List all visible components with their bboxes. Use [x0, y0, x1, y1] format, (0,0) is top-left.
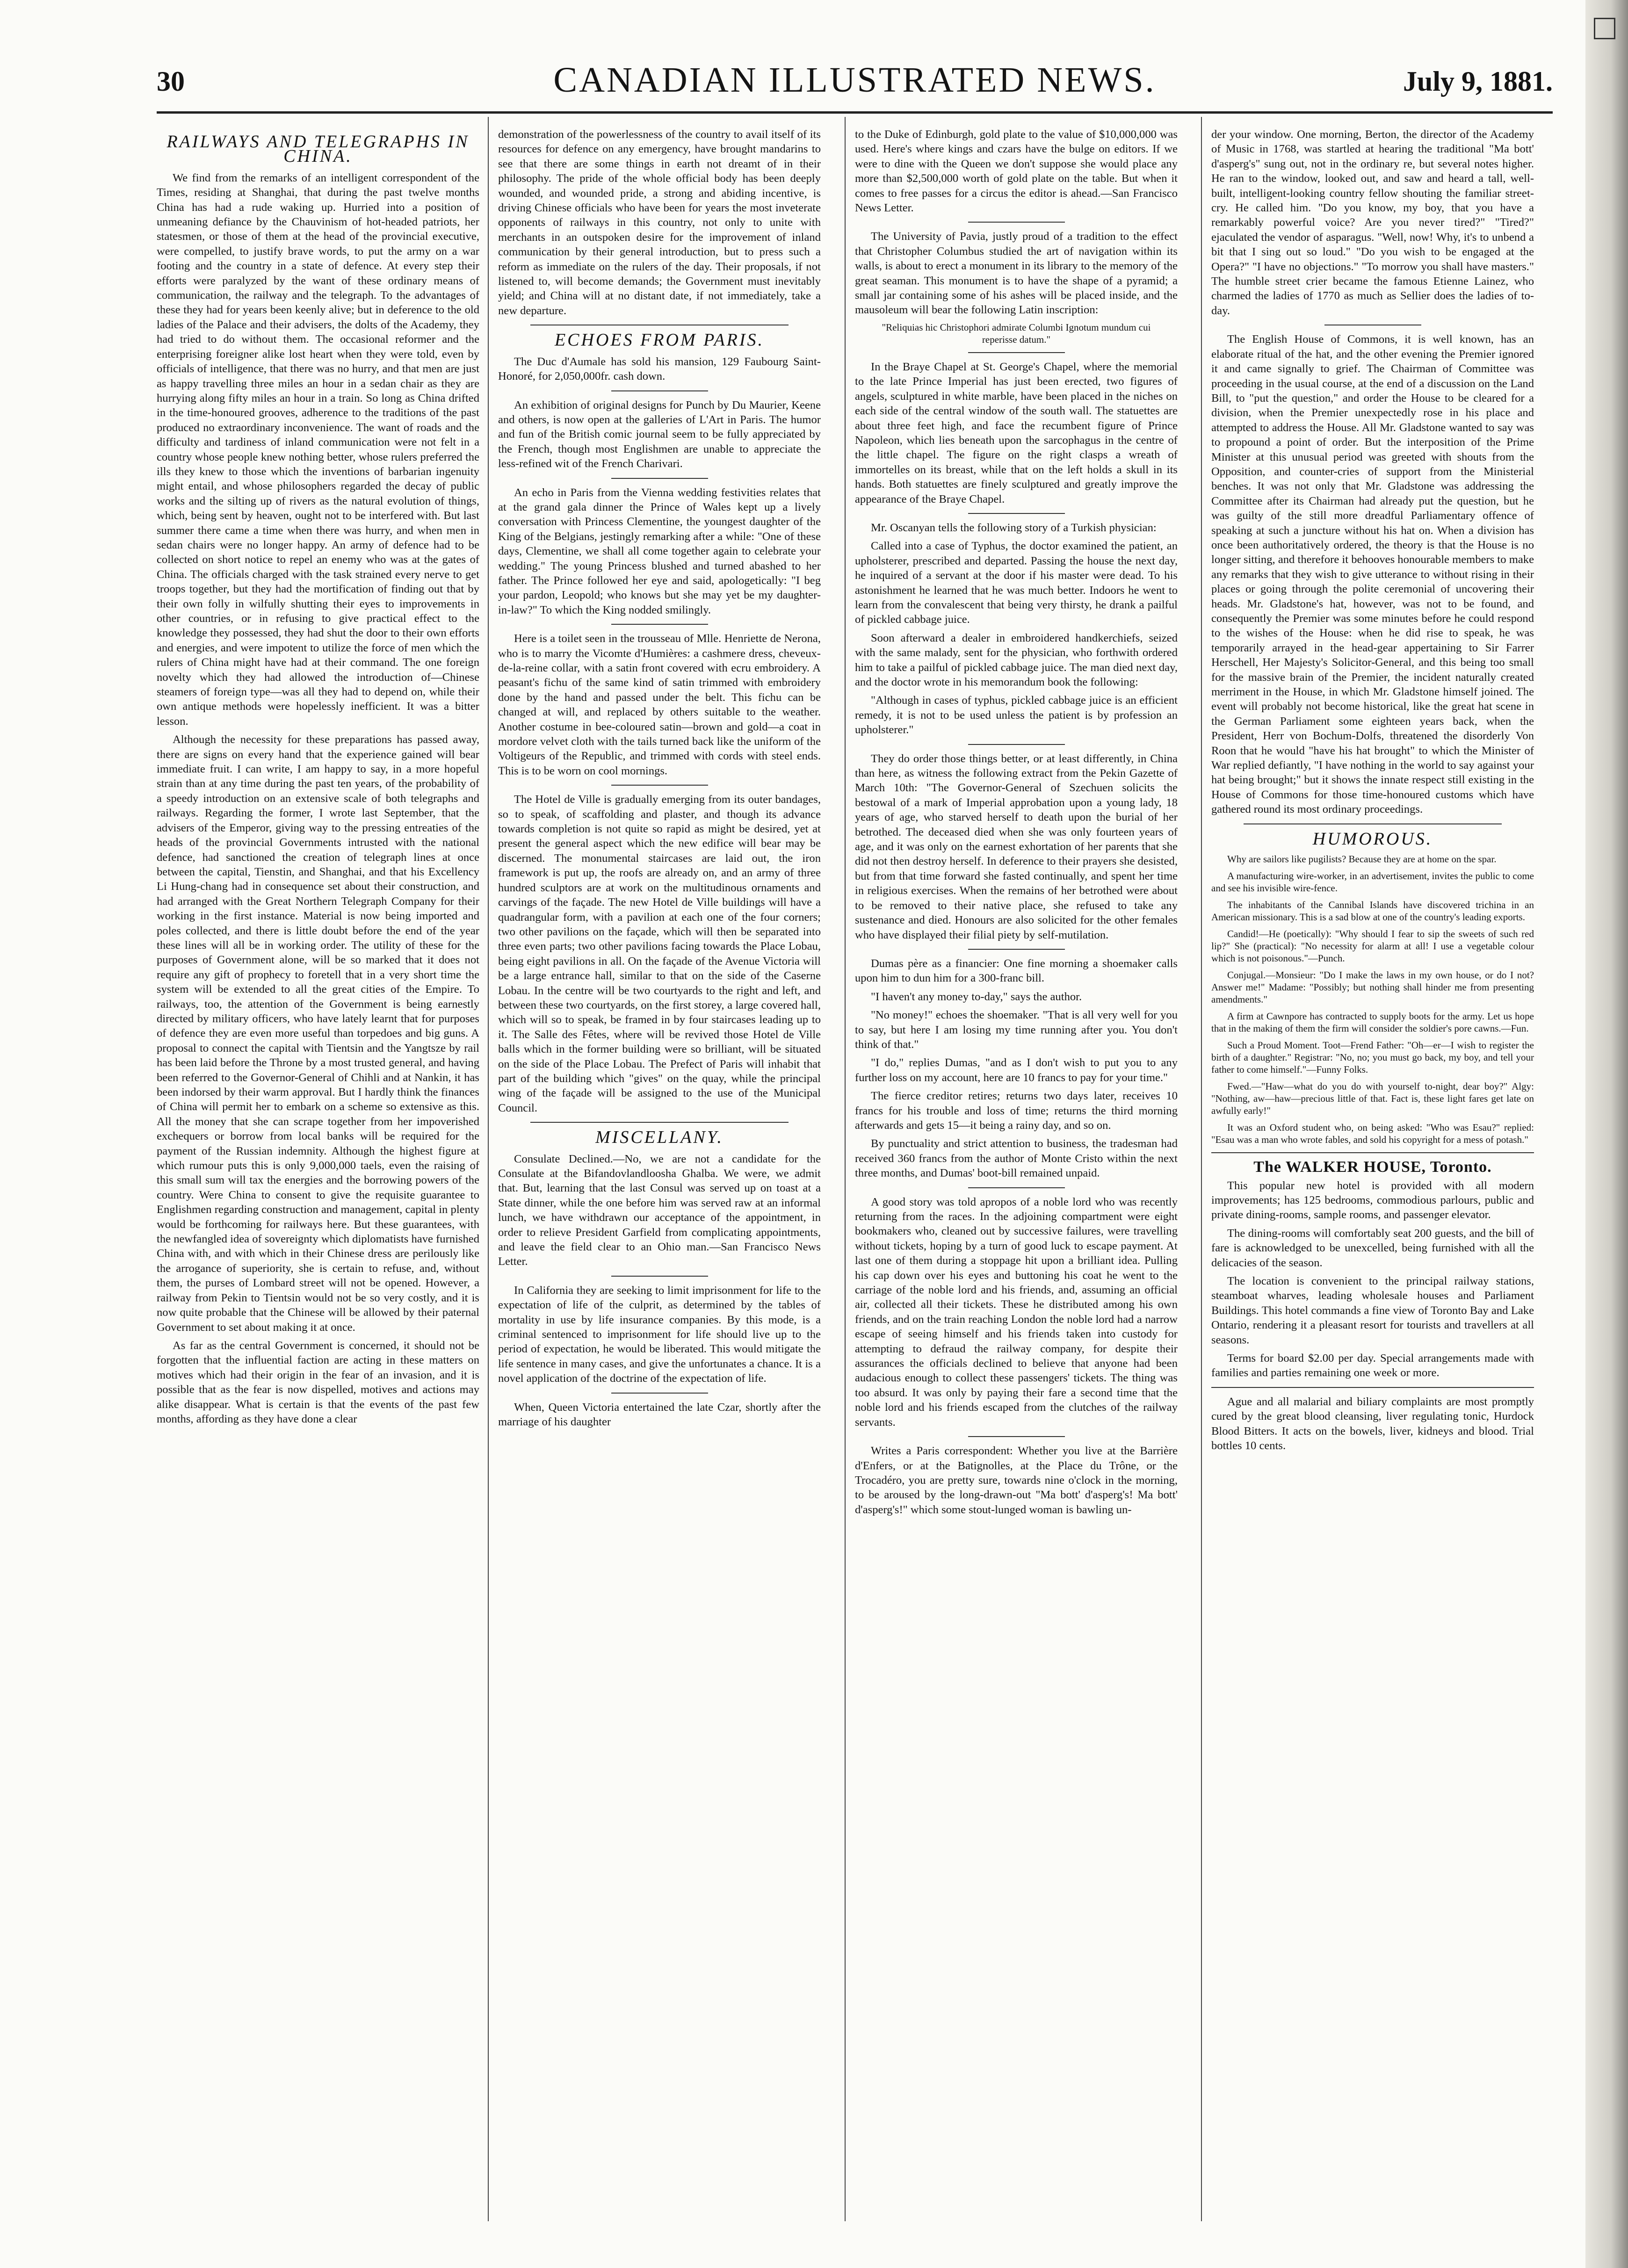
paragraph: Here is a toilet seen in the trousseau of Mlle. Henriette de Nerona, who is to marry the Vicomte d'Humières: a cashmere dress, cheveux-de-la-reine collar, with a satin front covered with ecru embroidery. A peasant's fichu of the same kind of satin trimmed with embroidery done by the hand and passed under the belt. This fichu can be changed at will, and replaced by others suitable to the weather. Another costume in bee-coloured satin—brown and gold—a coat in mordore velvet cloth with the tails turned back like the uniform of the Voltigeurs of the Republic, and trimmed with cords with steel ends. This is to be worn on cool mornings. [498, 632, 821, 777]
section-title: MISCELLANY. [595, 1127, 724, 1148]
item-rule [611, 390, 708, 391]
column-2 [498, 127, 821, 2222]
paragraph: The English House of Commons, it is well known, has an elaborate ritual of the hat, and the other evening the Premier ignored it and came signally to grief. The Chairman of Committee was proceeding in the usual course, at the end of a discussion on the Land Bill, to "put the question," and order the House to be cleared for a division, when the Premier unexpectedly rose in his place and attempted to address the House. All Mr. Gladstone wanted to say was to propound a point of order. But the interposition of the Prime Minister at this unusual period was greeted with shouts from the Opposition, and counter-cries of support from the Ministerial benches. It was not only that Mr. Gladstone was addressing the Committee after its Chairman had already put the question, but he was guilty of the still more dreadful Parliamentary offence of speaking at such a juncture without his hat on. When a division has once been authoritatively ordered, the theory is that the House is no longer sitting, and therefore it behooves honourable members to make any remarks that they wish to give utterance to without rising in their places or going through the polite ceremonial of uncovering their heads. Mr. Gladstone's hat, however, was not to be found, and consequently the Premier was some minutes before he could respond to the wishes of the House: when he did rise to speak, he was temporarily arrayed in the head-gear appertaining to Sir Farrer Herschell, Her Majesty's Solicitor-General, and this being too small for the massive brain of the Premier, the incident naturally created merriment in the House, in which Mr. Gladstone himself joined. The event will probably not become historical, like the great hat scene in the German Parliament some eighteen years back, when the President, Herr von Bochum-Dolfs, threatened the disorderly Von Roon that he would "have his hat brought" to which the Minister of War replied defiantly, "I have nothing in the world to say against your hat being brought;" but it shows the innate respect still existing in the House of Commons for those time-honoured customs which have gathered round its most ordinary proceedings. [1211, 333, 1534, 816]
header-rule [157, 111, 1553, 114]
paragraph: Mr. Oscanyan tells the following story of a Turkish physician: [871, 521, 1157, 534]
humor-item: A firm at Cawnpore has contracted to supply boots for the army. Let us hope that in the making of them the firm will consider the soldier's pore cawns.—Fun. [1211, 1011, 1534, 1034]
humor-item: Such a Proud Moment. Toot—Frend Father: "Oh—er—I wish to register the birth of a daughter." Registrar: "No, no; you must go back, my boy, and tell your father to come himself."—Funny Folks. [1211, 1040, 1534, 1076]
column-divider [845, 117, 846, 2221]
paragraph: An exhibition of original designs for Punch by Du Maurier, Keene and others, is now open at the galleries of L'Art in Paris. The humor and fun of the British comic journal seem to be fully appreciated by the French, though most Englishmen are unable to appreciate the less-refined wit of the French Charivari. [498, 398, 821, 470]
paragraph: Consulate Declined.—No, we are not a candidate for the Consulate at the Bifandovlandloosha Ghalba. We were, we admit that. But, learning that the last Consul was served up on toast at a State dinner, while the one before him was served raw at an informal lunch, we have withdrawn our acceptance of the appointment, in order to relieve President Garfield from complicating appointments, and leave the field clear to an Ohio man.—San Francisco News Letter. [498, 1152, 821, 1268]
humorous-list [1211, 853, 1534, 1146]
paragraph: der your window. One morning, Berton, the director of the Academy of Music in 1768, was startled at hearing the traditional "Ma bott' d'asperg's" sung out, not in the ordinary re, but several notes higher. He ran to the window, looked out, and saw and heard a tall, well-built, intelligent-looking country fellow shouting the familiar street-cry. He called him. "Do you know, my boy, that you have a remarkably powerful voice? Are you never tired?" "Tired?" ejaculated the vendor of asparagus. "Well, now! Why, it's to unbend a bit that I sing out so loud." "Do you wish to be engaged at the Opera?" "I have no objections." "To morrow you shall have masters." The humble street crier became the famous Etienne Lainez, who charmed the ladies of 1770 as much as Sellier does the ladies of to-day. [1211, 128, 1534, 317]
paragraph: As far as the central Government is concerned, it should not be forgotten that the influential faction are acting in these matters on motives which had their origin in the fear of an invasion, and it is possible that as the fear is now dispelled, motives and actions may alike disappear. What is certain is that the events of the past few months, affording as they have done a clear [157, 1339, 479, 1425]
paragraph: "I haven't any money to-day," says the author. [871, 990, 1082, 1003]
paragraph: The Hotel de Ville is gradually emerging from its outer bandages, so to speak, of scaffolding and plaster, and though its advance towards completion is not quite so rapid as might be desired, yet at present the general aspect which the new edifice will bear may be discerned. The monumental staircases are laid out, the iron framework is put up, the roofs are already on, and an army of three hundred sculptors are at work on the multitudinous ornaments and carvings of the façade. The new Hotel de Ville buildings will have a quadrangular form, with a pavilion at each one of the four corners; two other pavilions on the façade, which will then be separated into three even parts; two other pavilions facing towards the Place Lobau, being eight pavilions in all. On the façade of the Avenue Victoria will be a large entrance hall, similar to that on the side of the Caserne Lobau. In the centre will be two courtyards to the right and left, and between these two courtyards, on the first storey, a large covered hall, which will so to speak, be framed in by four staircases leading up to it. The Salle des Fêtes, where will be revived those Hotel de Ville balls which in the former building were so brilliant, will be situated on the side of the Place Lobau. The Prefect of Paris will inhabit that part of the building which "gives" on the quay, while the principal wing of the façade will be assigned to the use of the Municipal Council. [498, 793, 821, 1114]
page-number: 30 [157, 66, 185, 97]
humor-item: The inhabitants of the Cannibal Islands have discovered trichina in an American missionary. This is a sad blow at one of the country's leading exports. [1211, 899, 1534, 923]
section-rule [1211, 1387, 1534, 1388]
issue-date: July 9, 1881. [1403, 66, 1553, 97]
advertisement-text: The dining-rooms will comfortably seat 200 guests, and the bill of fare is acknowledged to be unexcelled, being furnished with all the delicacies of the season. [1211, 1227, 1534, 1269]
paragraph: A good story was told apropos of a noble lord who was recently returning from the races. In the adjoining compartment were eight bookmakers who, cleaned out by successive failures, were travelling without tickets, hoping by a turn of good luck to escape payment. At last one of them during a stoppage hit upon a brilliant idea. Pulling his cap down over his eyes and buttoning his coat he went to the carriage of the noble lord and his friends, and, assuming an official air, collected all their tickets. These he distributed among his own friends, and on the train reaching London the noble lord had a narrow escape of seeing himself and his friends taken into custody for attempting to defraud the railway company, for despite their assurances the officials declined to believe that anyone had been audacious enough to collect these passengers' tickets. The thing was too absurd. It was only by paying their fare a second time that the noble lord and his friends escaped from the clutches of the railway servants. [855, 1195, 1178, 1429]
paragraph: "I do," replies Dumas, "and as I don't wish to put you to any further loss on my account, here are 10 francs to pay for your time." [855, 1056, 1178, 1084]
paragraph: Although the necessity for these preparations has passed away, there are signs on every hand that the experience gained will bear immediate fruit. I can write, I am happy to say, in a more hopeful strain than at any time during the past ten years, of the probability of a speedy introduction on an extensive scale of both telegraphs and railways. Regarding the former, I wrote last September, that the advisers of the Emperor, giving way to the pressing entreaties of the heads of the provincial Governments intrusted with the national defence, had sanctioned the creation of telegraph lines at once between the capital, Tienstin, and Shanghai, and that his Excellency Li Hung-chang had in consequence set about their construction, and had arranged with the Great Northern Telegraph Company for their working in the first instance. Material is now being imported and poles collected, and there is little doubt before the end of the year these lines will all be in working order. The utility of these for the purposes of Government alone, will be so marked that it does not require any gift of prophecy to foretell that in a very short time the system will be extended to all the great cities of the Empire. To railways, too, the attention of the Government is being earnestly directed by military officers, who have lately learnt that for purposes of defence they are even more useful than torpedoes and big guns. A proposal to connect the capital with Tientsin and the Yangtsze by rail has been laid before the Throne by a most trusted general, and having been referred to the Governor-General of Chihli and at Nankin, it has been indorsed by their warm approval. But I hardly think the finances of China will permit her to embark on a scheme so extensive as this. All the money that she can scrape together from her impoverished exchequers or borrow from local banks will be required for the payment of the Russian indemnity. Although the highest figure at which rumour puts this is only 9,000,000 taels, even the raising of this small sum will tax the energies and the borrowing powers of the country. Were China to consent to give the requisite guarantee to Englishmen regarding construction and management, capital in plenty would be forthcoming for railways here. But these guarantees, with the newfangled idea of sovereignty which diplomatists have furnished China with, and with which in their Chinese dress are perilously like the arrogance of superiority, she is certain to refuse, and, without them, the purses of Lombard street will not be opened. However, a railway from Pekin to Tientsin would not be so very costly, and it is now quite probable that the Chinese will be allowed by their paternal Government to set about making it at once. [157, 733, 479, 1334]
advertisement-text: The location is convenient to the principal railway stations, steamboat wharves, leading wholesale houses and Parliament Buildings. This hotel commands a fine view of Toronto Bay and Lake Ontario, rendering it a pleasant resort for tourists and travellers at all seasons. [1211, 1274, 1534, 1346]
paragraph: Writes a Paris correspondent: Whether you live at the Barrière d'Enfers, or at the Batignolles, at the Place du Trône, or the Trocadéro, you are pretty sure, towards nine o'clock in the morning, to be aroused by the long-drawn-out "Ma bott' d'asperg's! Ma bott' d'asperg's!" which some stout-lunged woman is bawling un- [855, 1445, 1178, 1516]
paragraph: When, Queen Victoria entertained the late Czar, shortly after the marriage of his daughter [498, 1401, 821, 1429]
item-rule [968, 222, 1065, 223]
humor-item: Candid!—He (poetically): "Why should I fear to sip the sweets of such red lip?" She (practical): "No necessity for alarm at all! I use a vegetable colour which is not poisonous."—Punch. [1211, 928, 1534, 964]
item-rule [968, 1187, 1065, 1188]
item-rule [611, 478, 708, 479]
item-rule [611, 624, 708, 625]
section-title: HUMOROUS. [1312, 829, 1433, 849]
paragraph: The fierce creditor retires; returns two days later, receives 10 francs for his trouble and loss of time; returns the third morning afterwards and gets 15—it being a rainy day, and so on. [855, 1090, 1178, 1132]
latin-inscription: "Reliquias hic Christophori admirate Columbi Ignotum mundum cui reperisse datum." [882, 321, 1151, 345]
advertisement-text: This popular new hotel is provided with all modern improvements; has 125 bedrooms, commodious parlours, public and private dining-rooms, sample rooms, and passenger elevator. [1211, 1179, 1534, 1221]
column-1 [157, 127, 479, 2222]
column-divider [488, 117, 489, 2221]
humor-item: A manufacturing wire-worker, in an advertisement, invites the public to come and see his invisible wire-fence. [1211, 870, 1534, 894]
humor-item: It was an Oxford student who, on being asked: "Who was Esau?" replied: "Esau was a man who wrote fables, and sold his copyright for a mess of potash." [1211, 1122, 1534, 1146]
humor-item: Conjugal.—Monsieur: "Do I make the laws in my own house, or do I not? Answer me!" Madame: "Possibly; but nothing shall hinder me from presenting amendments." [1211, 969, 1534, 1005]
advertisement-text: Ague and all malarial and biliary complaints are most promptly cured by the great blood cleansing, liver regulating tonic, Hurdock Blood Bitters. It acts on the bowels, liver, kidneys and blood. Trial bottles 10 cents. [1211, 1395, 1534, 1452]
masthead: CANADIAN ILLUSTRATED NEWS. [553, 60, 1156, 100]
paragraph: Soon afterward a dealer in embroidered handkerchiefs, seized with the same malady, sent for the physician, who forthwith ordered him to take a pailful of pickled cabbage juice. The man died next day, and the doctor wrote in his memorandum book the following: [855, 631, 1178, 688]
paragraph: Called into a case of Typhus, the doctor examined the patient, an upholsterer, prescribed and departed. Passing the house the next day, he inquired of a servant at the door if his master were dead. To his astonishment he learned that he was much better. Indoors he went to learn from the convalescent that being very thirsty, he drank a pailful of pickled cabbage juice. [855, 540, 1178, 626]
humor-item: Why are sailors like pugilists? Because they are at home on the spar. [1227, 853, 1497, 865]
article-title: RAILWAYS AND TELEGRAPHS IN CHINA. [166, 132, 470, 166]
paragraph: They do order those things better, or at least differently, in China than here, as witness the following extract from the Pekin Gazette of March 10th: "The Governor-General of Szechuen solicits the bestowal of a mark of Imperial approbation upon a young lady, 18 years of age, who starved herself to death upon the burial of her betrothed. The deceased died when she was only fourteen years of age, and it was only on the earnest exhortation of her parents that she did not then destroy herself. In deference to their prayers she desisted, but from that time forward she fasted continually, and spent her time in religious exercises. When the remains of her betrothed were about to be removed to their native place, she refused to take any sustenance and died. Honours are also solicited for the other females who have displayed their filial piety by self-mutilation. [855, 752, 1178, 941]
page-edge-shadow [1585, 0, 1628, 2268]
advertisement-title: The WALKER HOUSE, Toronto. [1253, 1158, 1492, 1176]
item-rule [968, 1436, 1065, 1437]
paragraph: demonstration of the powerlessness of the country to avail itself of its resources for defence on any emergency, have brought mandarins to see that there are some things in earth not dreamt of in their philosophy. The pride of the whole official body has been deeply wounded, and wounded pride, a strong and abiding incentive, is driving Chinese officials who have been for years the most inveterate opponents of railways in this country, not only to unite with merchants in an outspoken desire for the improvement of inland communication by their general introduction, but to press such a reform as immediate on the rulers of the day. Their proposals, if not listened to, will become demands; the Government must inevitably yield; and China will at no distant date, if not immediately, take a new departure. [498, 128, 821, 317]
paragraph: We find from the remarks of an intelligent correspondent of the Times, residing at Shanghai, that during the past twelve months China has had a rude waking up. Hurried into a position of unmeaning defiance by the Chauvinism of hot-headed patriots, her statesmen, or those of them at the head of the provincial executive, were compelled, to justify brave words, to put the army on a war footing and the country in a state of defence. At every step their efforts were paralyzed by the want of these ordinary means of communication, the railway and the telegraph. To the advantages of these they had for years been keenly alive; but in deference to the old ladies of the Palace and their advisers, the dolts of the Academy, they had tried to do without them. The occasional reformer and the enterprising foreigner alike lost heart when they were told, even by officials of intelligence, that there was no hurry, and that men are just as happy travelling three miles an hour in a sedan chair as they are hurrying along fifty miles an hour in a train. So long as China drifted in the time-honoured grooves, adherence to the traditions of the past produced no extraordinary inconvenience. The want of roads and the difficulty and tardiness of inland communication were not felt in a country whose people knew nothing better, whose rulers preferred the ills they knew to those which the inventions of barbarian ingenuity might entail, and whose philosophers regarded the decay of public works and the silting up of rivers as the natural evolution of things, which, being sent by heaven, ought not to be interfered with. But last summer there came a time when there was hurry, and when men in sedan chairs were no longer happy. An army of defence had to be collected on short notice to repel an enemy who was at the gates of China. The officials charged with the task strained every nerve to get troops together, but they had the mortification of finding out that by their own folly in wilfully shutting their eyes to improvements in other countries, or in refusing to give practical effect to the knowledge they possessed, they had shut the door to their own efforts and energies, and were impotent to utilize the force of men which the rulers of China might have had at their command. The one foreign novelty which they had allowed the introduction of—Chinese steamers of foreign type—was all they had to depend on, while their own antique methods were hopelessly inefficient. It was a bitter lesson. [157, 171, 479, 728]
section-rule [530, 1122, 789, 1123]
paragraph: to the Duke of Edinburgh, gold plate to the value of $10,000,000 was used. Here's where kings and czars have the bulge on editors. If we were to dine with the Queen we don't suppose she would place any more than $2,500,000 worth of gold plate on the table. But when it comes to free passes for a circus the editor is ahead.—San Francisco News Letter. [855, 128, 1178, 215]
item-rule [968, 513, 1065, 514]
paragraph: The Duc d'Aumale has sold his mansion, 129 Faubourg Saint-Honoré, for 2,050,000fr. cash down. [498, 355, 821, 383]
item-rule [611, 1393, 708, 1394]
item-rule [968, 744, 1065, 745]
paragraph: In the Braye Chapel at St. George's Chapel, where the memorial to the late Prince Imperial has just been erected, two figures of angels, sculptured in white marble, have been placed in the niches on each side of the central window of the south wall. The statuettes are about three feet high, and face the recumbent figure of Prince Napoleon, which lies beneath upon the sarcophagus in the centre of the little chapel. The figure on the right clasps a wreath of immortelles on its breast, while that on the left holds a skull in its hands. Both statuettes are finely sculptured and greatly improve the appearance of the Braye Chapel. [855, 360, 1178, 506]
section-rule [1211, 1152, 1534, 1153]
item-rule [611, 1276, 708, 1277]
column-4 [1211, 127, 1534, 2222]
section-rule [1244, 823, 1502, 824]
column-3 [855, 127, 1178, 2222]
item-rule [611, 785, 708, 786]
paragraph: The University of Pavia, justly proud of a tradition to the effect that Christopher Columbus studied the art of navigation within its walls, is about to erect a monument in its library to the memory of the great seaman. This monument is to have the shape of a pyramid; a small jar containing some of his ashes will be placed inside, and the mausoleum will bear the following Latin inscription: [855, 230, 1178, 317]
humor-item: Fwed.—"Haw—what do you do with yourself to-night, dear boy?" Algy: "Nothing, aw—haw—precious little of that. Fact is, these light fares get late on awfully early!" [1211, 1081, 1534, 1117]
corner-mark [1594, 18, 1615, 39]
section-title: ECHOES FROM PARIS. [554, 330, 765, 350]
paragraph: In California they are seeking to limit imprisonment for life to the expectation of life of the culprit, as determined by the tables of mortality in use by life insurance companies. By this mode, is a criminal sentenced to imprisonment for life should live up to the period of expectation, he would be liberated. This would mitigate the life sentence in many cases, and give the unfortunates a chance. It is a novel application of the doctrine of the expectation of life. [498, 1284, 821, 1385]
paragraph: By punctuality and strict attention to business, the tradesman had received 360 francs from the author of Monte Cristo within the next three months, and Dumas' boot-bill remained unpaid. [855, 1137, 1178, 1180]
paragraph: "No money!" echoes the shoemaker. "That is all very well for you to say, but here I am losing my time running after you. You don't think of that." [855, 1009, 1178, 1051]
paragraph: An echo in Paris from the Vienna wedding festivities relates that at the grand gala dinner the Prince of Wales kept up a lively conversation with Princess Clementine, the youngest daughter of the King of the Belgians, jestingly remarking after a while: "One of these days, Clementine, we shall all come together again to celebrate your wedding." The young Princess blushed and turned abashed to her father. The Prince followed her eye and said, apologetically: "I beg your pardon, Leopold; who knows but she may yet be my daughter-in-law?" To which the King nodded smilingly. [498, 486, 821, 616]
paragraph: "Although in cases of typhus, pickled cabbage juice is an efficient remedy, it is not to be used unless the patient is by profession an upholsterer." [855, 694, 1178, 737]
item-rule [968, 949, 1065, 950]
page-header [157, 60, 1553, 116]
item-rule [968, 352, 1065, 353]
advertisement-text: Terms for board $2.00 per day. Special arrangements made with families and parties remaining one week or more. [1211, 1351, 1534, 1380]
paragraph: Dumas père as a financier: One fine morning a shoemaker calls upon him to dun him for a 300-franc bill. [855, 957, 1178, 985]
column-divider [1201, 117, 1202, 2221]
